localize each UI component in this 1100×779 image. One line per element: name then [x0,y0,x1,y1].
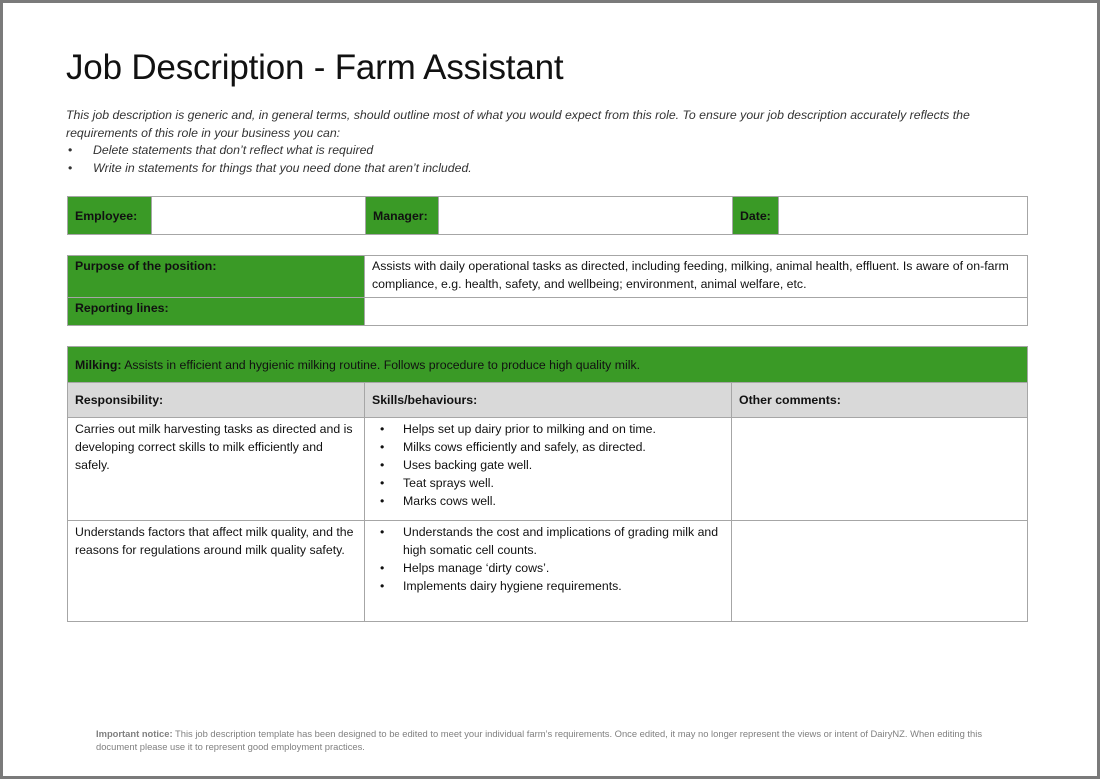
skills-cell[interactable] [365,521,732,622]
other-comments-cell[interactable] [732,521,1028,622]
milking-section-text: Assists in efficient and hygienic milking routine. Follows procedure to produce high quality milk. [121,357,641,372]
intro-bullet [66,160,1026,178]
skills-list [372,523,724,595]
purpose-value[interactable]: Assists with daily operational tasks as directed, including feeding, milking, animal health, effluent. Is aware of on-farm compliance, e.g. health, safety, and wellbeing; environment, animal welfare, etc. [365,256,1028,298]
manager-label: Manager: [366,197,439,235]
reporting-lines-label: Reporting lines: [68,298,365,326]
reporting-lines-value[interactable] [365,298,1028,326]
intro-bullet-text: Write in statements for things that you need done that aren’t included. [93,160,472,175]
list-item: • Milks cows efficiently and safely, as directed. [372,438,724,456]
employee-field[interactable] [152,197,366,235]
milking-section-header [68,347,1028,383]
table-row [68,521,1028,622]
employee-label: Employee: [68,197,152,235]
list-item: • Understands the cost and implications of grading milk and high somatic cell counts. [372,523,724,559]
skills-list [372,420,724,510]
intro-bullet-text: Delete statements that don’t reflect what is required [93,143,374,157]
list-item: • Helps manage ‘dirty cows’. [372,559,724,577]
responsibility-cell[interactable]: Understands factors that affect milk quality, and the reasons for regulations around milk quality safety. [68,521,365,622]
other-comments-cell[interactable] [732,418,1028,521]
table-row [68,418,1028,521]
bullet-icon: • [68,160,73,175]
list-item: • Implements dairy hygiene requirements. [372,577,724,595]
intro-block [66,107,1026,177]
list-item: • Uses backing gate well. [372,456,724,474]
milking-table [67,346,1028,622]
skills-cell[interactable] [365,418,732,521]
notice-text: This job description template has been designed to be edited to meet your individual farm’s requirements. Once edited, it may no longer represent the views or intent of DairyNZ. When editing this document please use it to represent good employment practices. [96,728,983,752]
skills-column-header: Skills/behaviours: [365,383,732,418]
purpose-table [67,255,1028,326]
important-notice [96,727,996,753]
list-item: • Marks cows well. [372,492,724,510]
responsibility-cell[interactable]: Carries out milk harvesting tasks as directed and is developing correct skills to milk efficiently and safely. [68,418,365,521]
intro-bullet [66,142,1026,160]
list-item: • Teat sprays well. [372,474,724,492]
intro-bullet-list [66,142,1026,177]
list-item: • Helps set up dairy prior to milking and on time. [372,420,724,438]
date-field[interactable] [778,197,1027,235]
manager-field[interactable] [439,197,733,235]
page-title: Job Description - Farm Assistant [66,48,564,87]
purpose-label: Purpose of the position: [68,256,365,298]
notice-label: Important notice: [96,728,173,739]
date-label: Date: [733,197,779,235]
intro-text: This job description is generic and, in general terms, should outline most of what you would expect from this role. To ensure your job description accurately reflects the requirements of this role in your business you can: [66,108,970,140]
milking-section-label: Milking: [75,357,122,372]
responsibility-column-header: Responsibility: [68,383,365,418]
employee-table [67,196,1028,235]
bullet-icon: • [68,143,73,157]
other-comments-column-header: Other comments: [732,383,1028,418]
